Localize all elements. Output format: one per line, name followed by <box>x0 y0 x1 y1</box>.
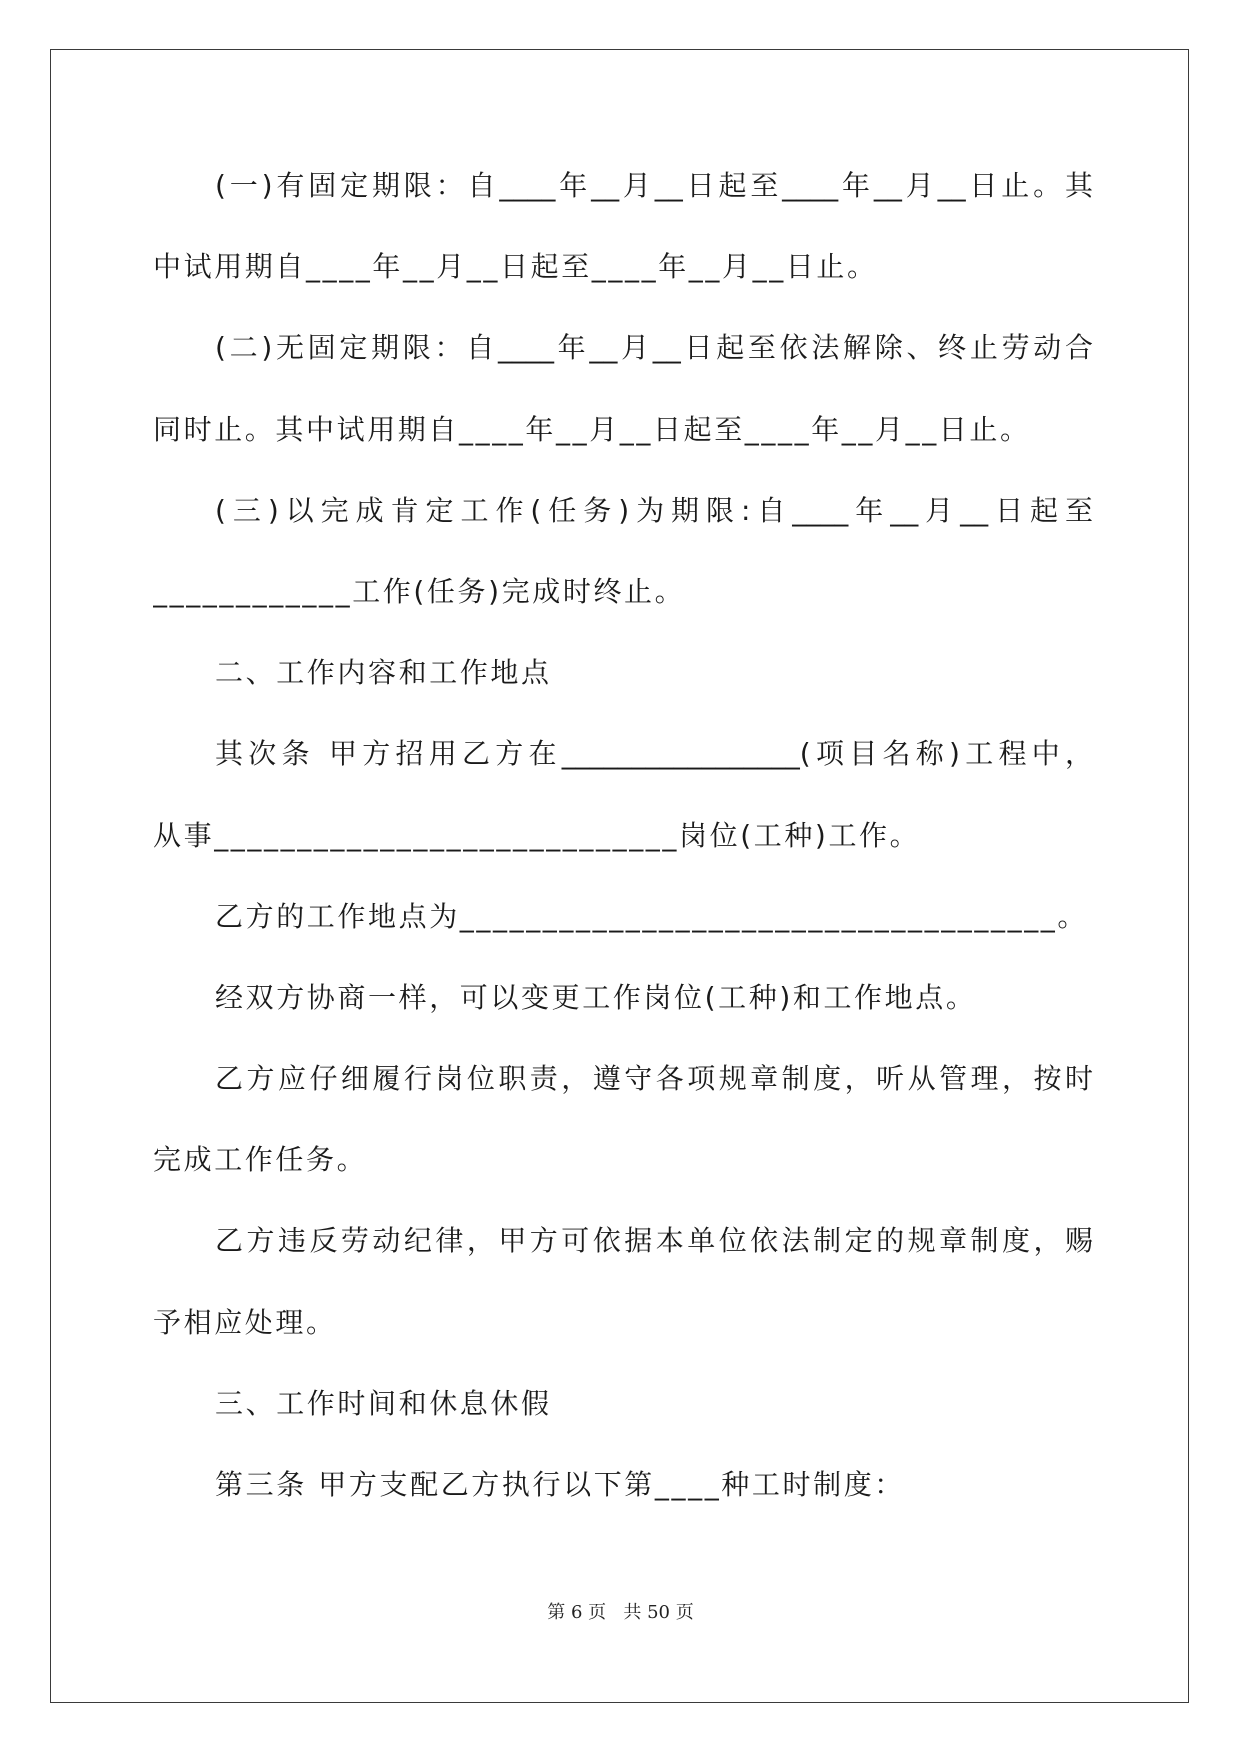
page-number: 第 6 页 共 50 页 <box>547 1602 694 1623</box>
text-line: ____________工作(任务)完成时终止。 <box>153 574 686 608</box>
text-line: 经双方协商一样，可以变更工作岗位(工种)和工作地点。 <box>215 980 977 1014</box>
text-line: 从事____________________________岗位(工种)工作。 <box>153 818 921 852</box>
text-line: 中试用期自____年__月__日起至____年__月__日止。 <box>153 250 878 284</box>
text-line: 第三条 甲方支配乙方执行以下第____种工时制度： <box>215 1468 905 1501</box>
text-line: (二)无固定期限：自____年__月__日起至依法解除、终止劳动合 <box>215 331 1093 365</box>
text-line: 完成工作任务。 <box>153 1143 368 1177</box>
text-line: 同时止。其中试用期自____年__月__日起至____年__月__日止。 <box>153 412 1031 446</box>
text-line: 乙方违反劳动纪律，甲方可依据本单位依法制定的规章制度，赐 <box>215 1224 1093 1258</box>
text-line: 予相应处理。 <box>153 1305 337 1339</box>
text-line: 乙方应仔细履行岗位职责，遵守各项规章制度，听从管理，按时 <box>215 1062 1093 1096</box>
text-line: 其次条 甲方招用乙方在_________________(项目名称)工程中， <box>215 737 1093 771</box>
text-line: 乙方的工作地点为____________________________________。 <box>215 899 1089 933</box>
text-line: (三)以完成肯定工作(任务)为期限:自____年__月__日起至 <box>215 493 1093 527</box>
section-heading: 三、工作时间和休息休假 <box>215 1386 552 1420</box>
text-line: (一)有固定期限：自____年__月__日起至____年__月__日止。其 <box>215 169 1093 202</box>
section-heading: 二、工作内容和工作地点 <box>215 656 552 690</box>
document-body <box>153 163 1093 1543</box>
